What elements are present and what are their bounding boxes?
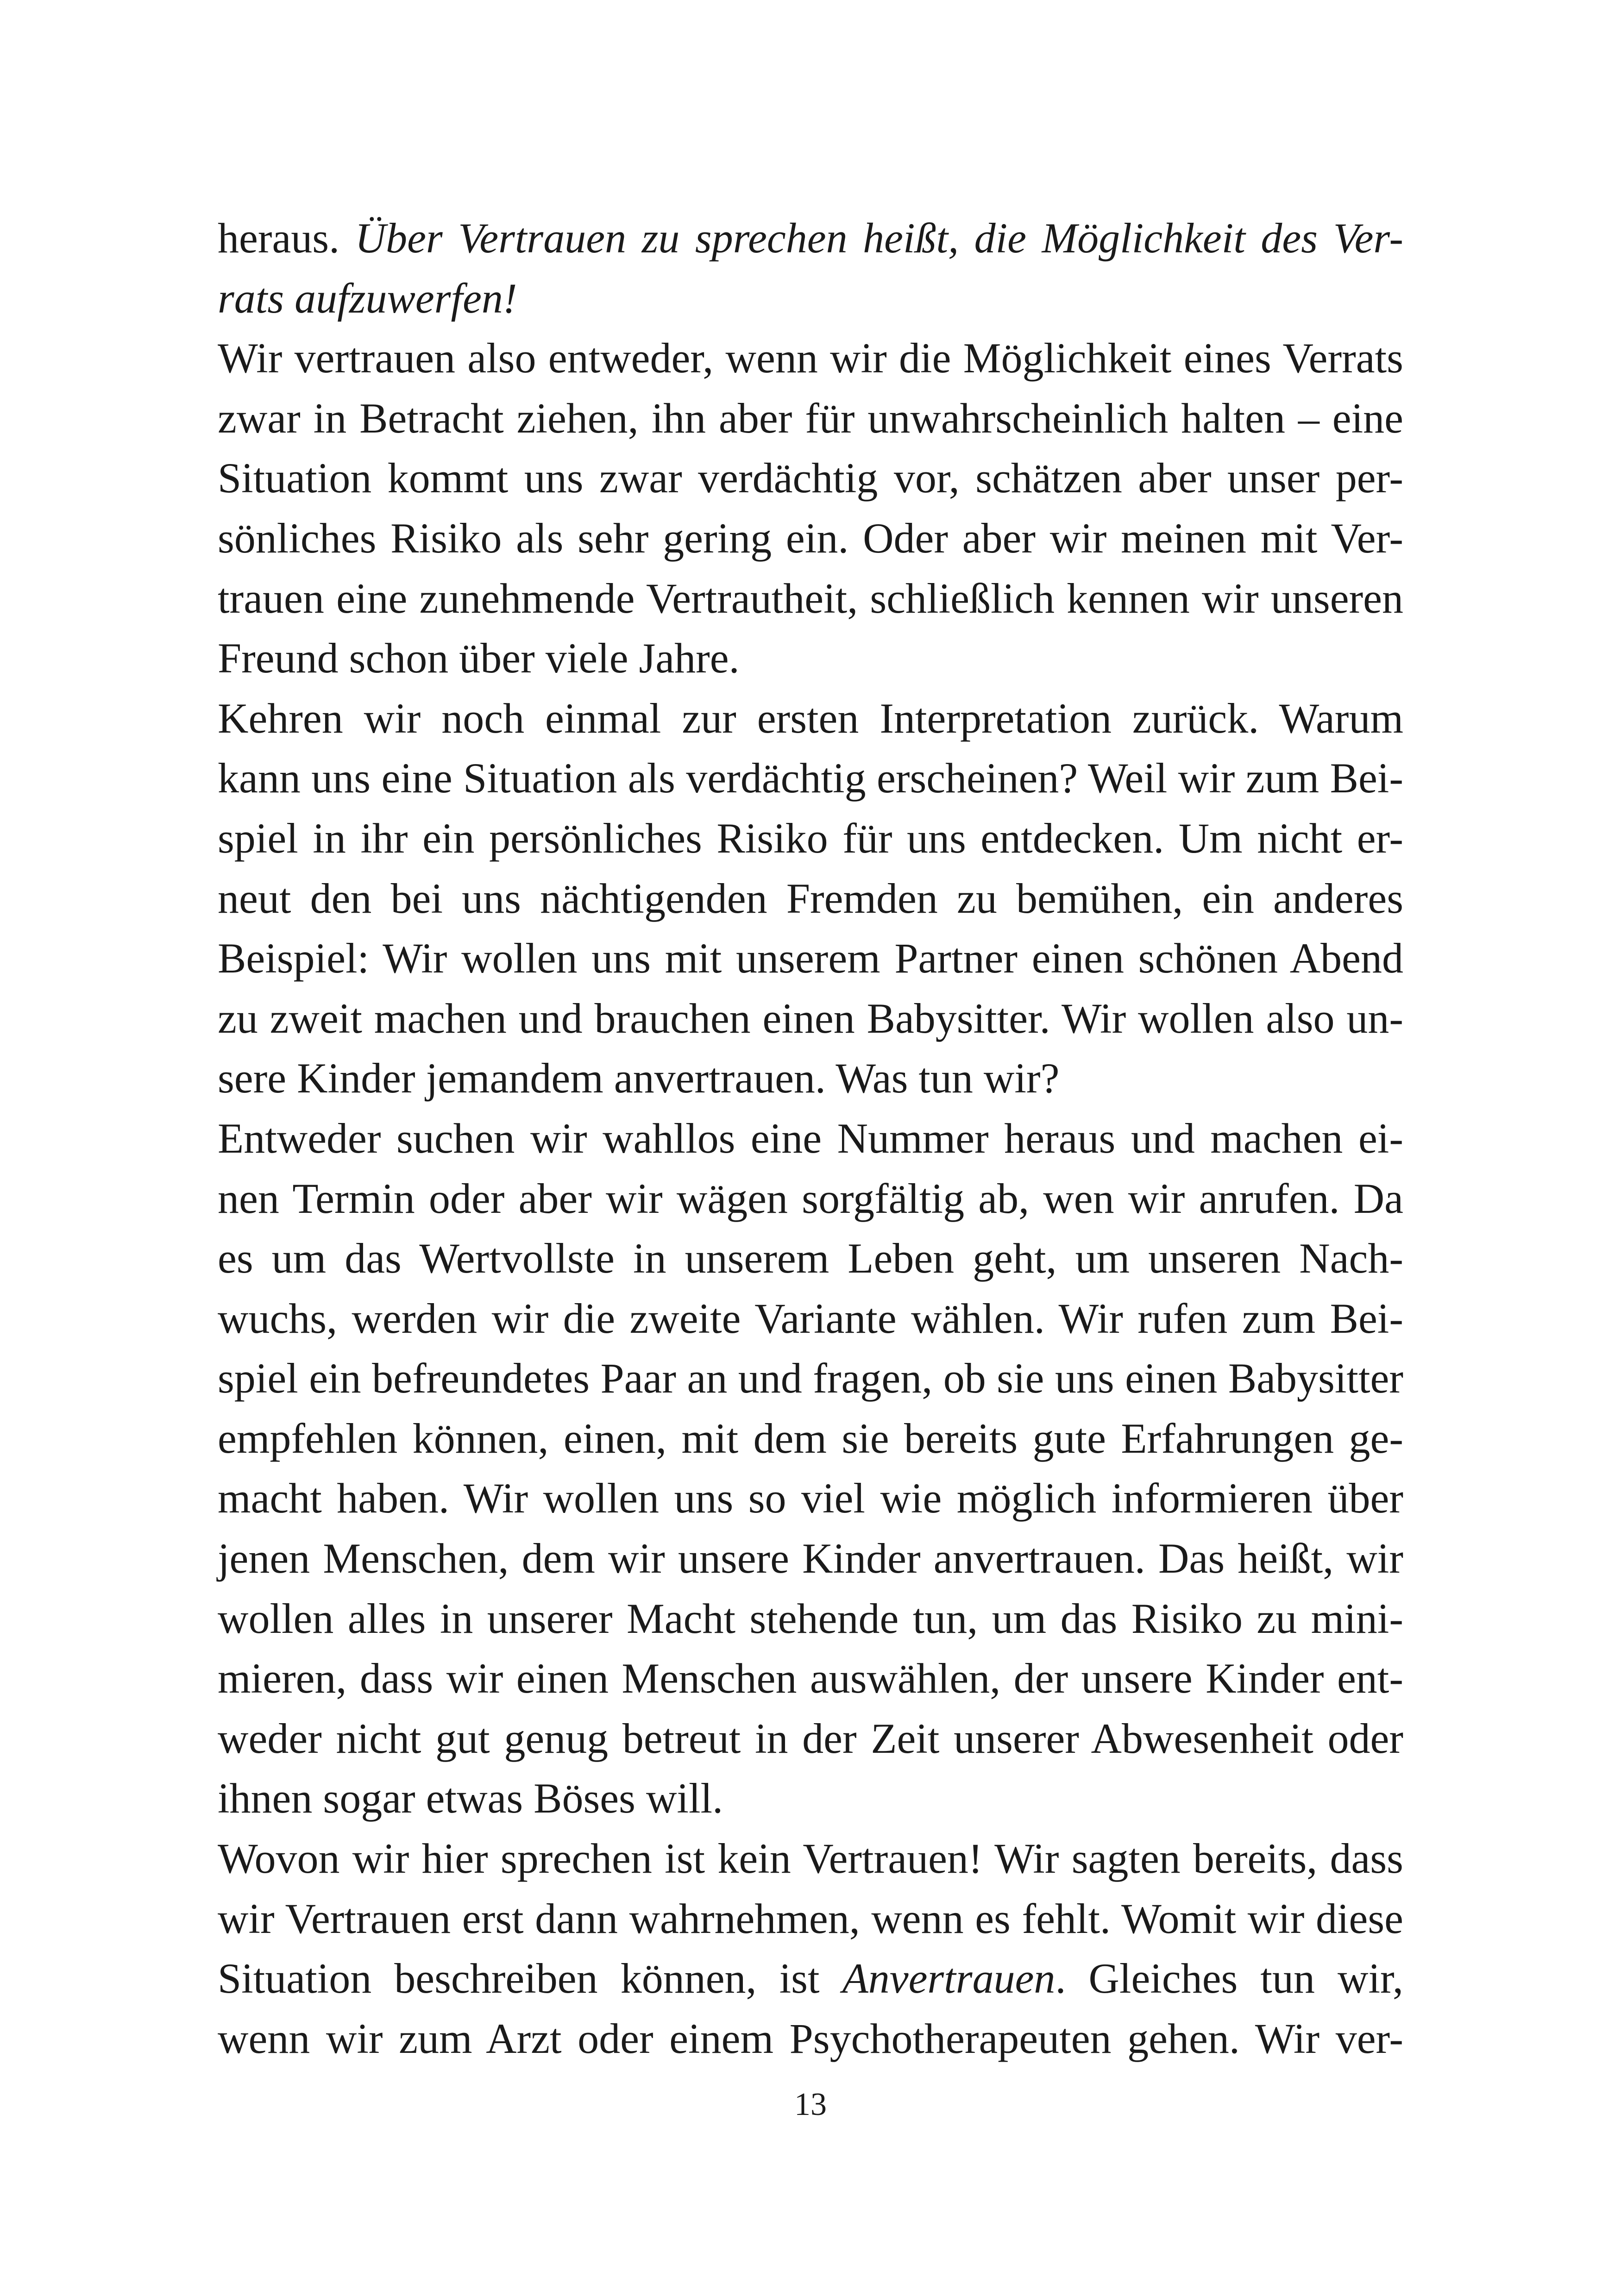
text-span: ihnen sogar etwas Böses will.	[218, 1775, 723, 1822]
text-span: kann uns eine Situation als verdächtig erscheinen? Weil wir zum Bei-	[218, 754, 1403, 802]
text-span: zwar in Betracht ziehen, ihn aber für unwahrscheinlich halten – eine	[218, 394, 1403, 442]
text-line	[218, 1769, 1403, 1829]
text-span: Kehren wir noch einmal zur ersten Interpretation zurück. Warum	[218, 694, 1403, 742]
text-line	[218, 1289, 1403, 1349]
text-span: spiel ein befreundetes Paar an und fragen, ob sie uns einen Babysitter	[218, 1355, 1403, 1402]
text-line	[218, 1829, 1403, 1889]
text-span: wir Vertrauen erst dann wahrnehmen, wenn es fehlt. Womit wir diese	[218, 1895, 1403, 1942]
text-span: wollen alles in unserer Macht stehende tun, um das Risiko zu mini-	[218, 1594, 1403, 1642]
text-line	[218, 208, 1403, 269]
text-line	[218, 1529, 1403, 1589]
text-line	[218, 809, 1403, 869]
text-span: sönliches Risiko als sehr gering ein. Oder aber wir meinen mit Ver-	[218, 514, 1403, 562]
text-line	[218, 1409, 1403, 1469]
page-number: 13	[794, 2087, 827, 2122]
text-line	[218, 1889, 1403, 1949]
text-span: es um das Wertvollste in unserem Leben geht, um unseren Nach-	[218, 1235, 1403, 1282]
text-span: Wir vertrauen also entweder, wenn wir die Möglichkeit eines Verrats	[218, 334, 1403, 382]
text-span: Freund schon über viele Jahre.	[218, 634, 740, 682]
text-span: Situation kommt uns zwar verdächtig vor, schätzen aber unser per-	[218, 454, 1403, 502]
text-line	[218, 748, 1403, 809]
text-line	[218, 1468, 1403, 1529]
text-line	[218, 928, 1403, 989]
emphasis-text: rats aufzuwerfen!	[218, 274, 517, 322]
emphasis-text: Anvertrauen	[842, 1955, 1056, 2002]
text-span: neut den bei uns nächtigenden Fremden zu bemühen, ein anderes	[218, 874, 1403, 922]
text-line	[218, 569, 1403, 629]
text-line	[218, 508, 1403, 569]
text-span: wuchs, werden wir die zweite Variante wählen. Wir rufen zum Bei-	[218, 1294, 1403, 1342]
text-line	[218, 328, 1403, 389]
text-line	[218, 628, 1403, 689]
text-line	[218, 1589, 1403, 1649]
text-line	[218, 1169, 1403, 1229]
text-span: trauen eine zunehmende Vertrautheit, schließlich kennen wir unseren	[218, 574, 1403, 622]
text-span: zu zweit machen und brauchen einen Babysitter. Wir wollen also un-	[218, 994, 1403, 1042]
text-line	[218, 448, 1403, 508]
body-text	[218, 208, 1403, 2069]
text-line	[218, 989, 1403, 1049]
text-span: jenen Menschen, dem wir unsere Kinder anvertrauen. Das heißt, wir	[218, 1535, 1403, 1582]
text-span: weder nicht gut genug betreut in der Zeit unserer Abwesenheit oder	[218, 1714, 1403, 1762]
text-line	[218, 869, 1403, 929]
text-span: spiel in ihr ein persönliches Risiko für uns entdecken. Um nicht er-	[218, 814, 1403, 862]
text-span: heraus.	[218, 214, 355, 262]
text-span: macht haben. Wir wollen uns so viel wie möglich informieren über	[218, 1474, 1403, 1522]
text-span: Beispiel: Wir wollen uns mit unserem Partner einen schönen Abend	[218, 935, 1403, 982]
text-span: . Gleiches tun wir,	[1055, 1955, 1403, 2002]
text-line	[218, 389, 1403, 449]
text-line	[218, 1949, 1403, 2009]
text-line	[218, 2009, 1403, 2069]
text-span: Situation beschreiben können, ist	[218, 1955, 842, 2002]
text-line	[218, 269, 1403, 329]
text-span: empfehlen können, einen, mit dem sie bereits gute Erfahrungen ge-	[218, 1414, 1403, 1462]
text-line	[218, 1709, 1403, 1769]
emphasis-text: Über Vertrauen zu sprechen heißt, die Möglichkeit des Ver-	[355, 214, 1403, 262]
text-line	[218, 1349, 1403, 1409]
text-span: sere Kinder jemandem anvertrauen. Was tun wir?	[218, 1054, 1060, 1102]
text-span: Wovon wir hier sprechen ist kein Vertrauen! Wir sagten bereits, dass	[218, 1835, 1403, 1882]
text-line	[218, 1649, 1403, 1709]
text-line	[218, 1048, 1403, 1109]
text-span: wenn wir zum Arzt oder einem Psychotherapeuten gehen. Wir ver-	[218, 2014, 1403, 2062]
text-line	[218, 1109, 1403, 1169]
text-line	[218, 689, 1403, 749]
text-span: mieren, dass wir einen Menschen auswählen, der unsere Kinder ent-	[218, 1655, 1403, 1702]
text-span: Entweder suchen wir wahllos eine Nummer heraus und machen ei-	[218, 1114, 1403, 1162]
text-line	[218, 1229, 1403, 1289]
text-span: nen Termin oder aber wir wägen sorgfältig ab, wen wir anrufen. Da	[218, 1174, 1403, 1222]
